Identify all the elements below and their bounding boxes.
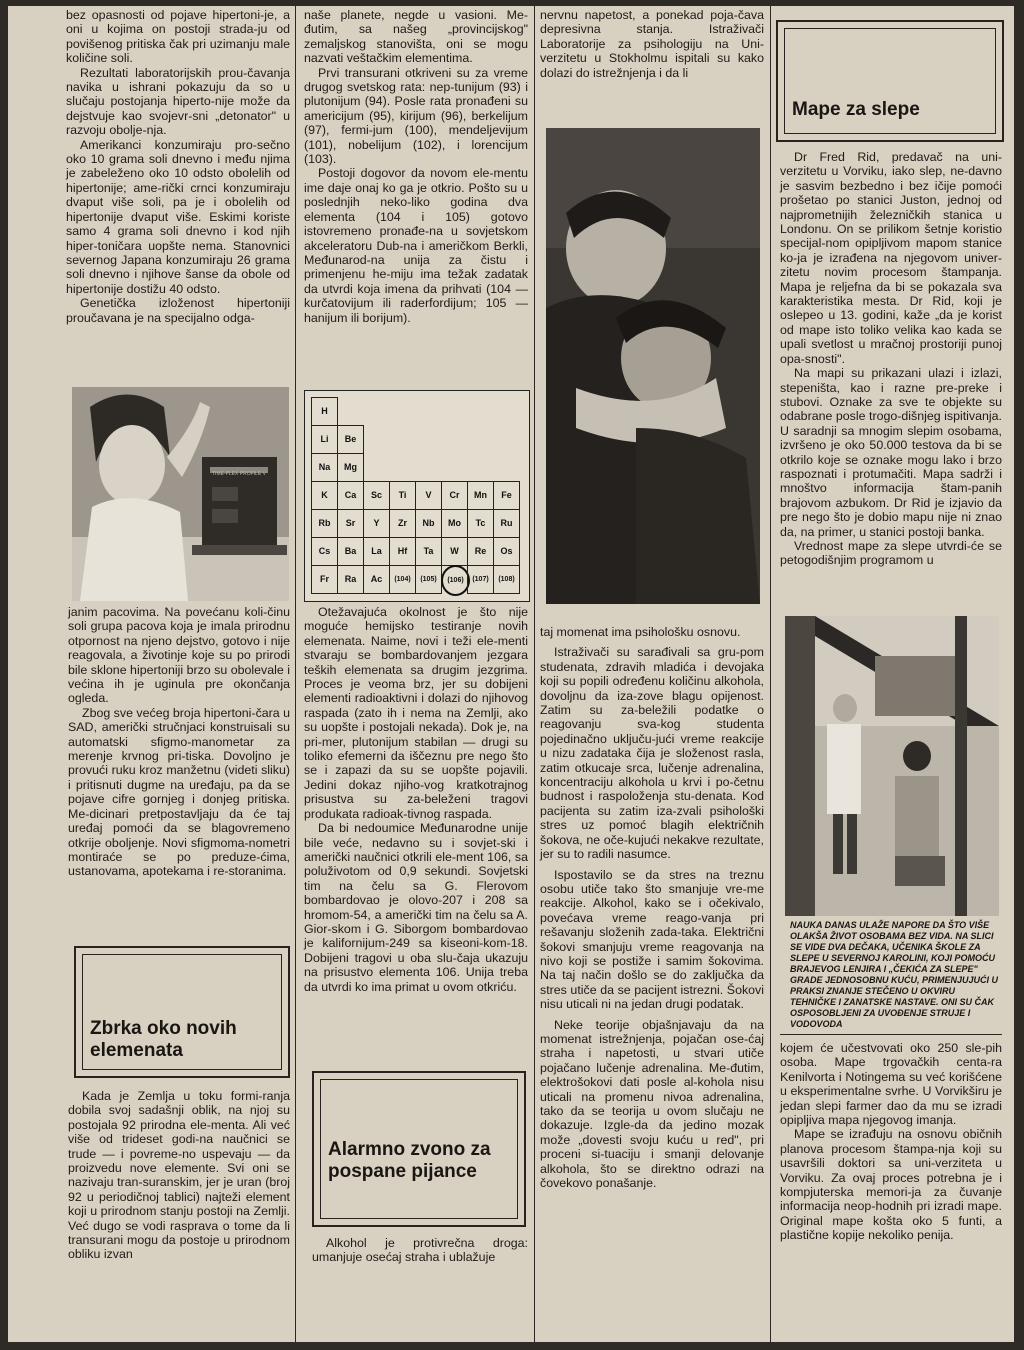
paragraph: Kada je Zemlja u toku formi-ranja dobila svoj sadašnji oblik, na njoj su postojala 92 prirodna ele-menta. Ali već više od trideset godi-na naučnici se trude — i povreme-no uspevaju — da proizvedu nove elemente. Svi oni se nazivaju tran-suranskim, jer je uran (broj 92 u periodičnoj tablici) najteži element koji u prirodnom stanju postoji na Zemlji. Već dugo se vodi rasprava o tome da li transurani mogu da postoje u prirodnom obliku izvan bbox=[68, 1089, 290, 1262]
sidebar-box-elements bbox=[74, 946, 290, 1078]
paragraph: Dr Fred Rid, predavač na uni-verzitetu u Vorviku, iako slep, ne-davno je sasvim bezbedno i bez ičije pomoći prošetao po stanici Juston, jednoj od najprometnijih železničkih stanica u Londonu. On se prilikom šetnje koristio specijal-nom opipljivom mapom stanice ko-ja je izrađena na njegovom univer-zitetu novim procesom štampanja. Mapa je reljefna da bi se pokazala sva karakteristika mesta. Dr Rid, koji je oslepeo u 13. godini, kaže „da je korist od mape isto toliko velika kao kada se upali svetlost u mračnoj prostoriji punoj opa-snosti". bbox=[780, 150, 1002, 366]
element-cell: Mn bbox=[467, 481, 494, 510]
paragraph: Alkohol je protivrečna droga: umanjuje osećaj straha i ublažuje bbox=[312, 1236, 528, 1265]
element-cell: Nb bbox=[415, 509, 442, 538]
element-cell: Rb bbox=[311, 509, 338, 538]
column-rule bbox=[770, 6, 771, 1342]
paragraph: Na mapi su prikazani ulazi i izlazi, stepeništa, kao i razne pre-preke i stubovi. Oznake za sve te objekte su odabrane posle trogo-dišnjeg ispitivanja. U saradnji sa mnogim slepim osobama, izvršeno je oko 50.000 testova da bi se otkrilo koje se oznake mogu lako i brzo raspoznati i protumačiti. Mapa sadrži i mnoštvo informacija štam-panih brajovom azbukom. Dr Rid je izjavio da pre nego što je dobio mapu nije ni znao da, na primer, u stanici postoji banka. bbox=[780, 366, 1002, 539]
col4-top-text bbox=[780, 150, 1002, 568]
element-cell: Mo bbox=[441, 509, 468, 538]
column-rule bbox=[534, 6, 535, 1342]
col1-top-text bbox=[66, 8, 290, 325]
paragraph: Mape se izrađuju na osnovu običnih planova procesom štampa-nja koji su usavršili doktori sa uni-verziteta u Vorviku. Za ovaj proces potrebna je i kompjuterska memori-ja za čuvanje informacija neop-hodnih pri izradi mape. Original mape košta oko 5 funti, a plastične kopije nekoliko penija. bbox=[780, 1127, 1002, 1243]
element-cell: Ca bbox=[337, 481, 364, 510]
element-cell: La bbox=[363, 537, 390, 566]
paragraph: Zbog sve većeg broja hipertoni-čara u SAD, američki stručnjaci konstruisali su automatski sfigmo-manometar za merenje krvnog pri-tiska. Dovoljno je provući ruku kroz manžetnu (videti sliku) i pritisnuti dugme na uređaju, pa da se pojave cifre gornjeg i donjeg pritiska. Me-dicinari pretpostavljaju da će taj uređaj pomoći da se blagovremeno otkrije oboljenje. Novi sfigmoma-nometri montiraće se po preduze-ćima, ustanovama, apotekama i re-storanima. bbox=[68, 705, 291, 879]
element-cell: Sr bbox=[337, 509, 364, 538]
element-cell: Ra bbox=[337, 565, 364, 594]
paragraph: kojem će učestvovati oko 250 sle-pih osoba. Mape trgovačkih centa-ra Kenilvorta i Notingema su već korišćene u eksperimentalne svrhe. U Vorvikširu je jedan slepi farmer dao da mu se izradi opipljiva mapa njegovog imanja. bbox=[780, 1041, 1002, 1128]
magazine-page bbox=[8, 6, 1014, 1342]
element-cell: Sc bbox=[363, 481, 390, 510]
column-rule bbox=[295, 6, 296, 1342]
paragraph: janim pacovima. Na povećanu koli-činu soli grupa pacova koja je imala prirodnu otpornost na njeno dejstvo, gotovo i nije reagovala, a životinje koje su po prirodi bile sklone hipertoniji brzo su obolevale i većina ih je uginula pre okončanja ogleda. bbox=[68, 605, 290, 706]
element-cell: (105) bbox=[415, 565, 442, 594]
col3-mid-text bbox=[540, 625, 764, 1190]
element-cell: K bbox=[311, 481, 338, 510]
element-cell: (106) bbox=[441, 565, 470, 596]
element-cell: Fr bbox=[311, 565, 338, 594]
element-cell: Ti bbox=[389, 481, 416, 510]
element-cell: H bbox=[311, 397, 338, 426]
element-cell: W bbox=[441, 537, 468, 566]
paragraph: Rezultati laboratorijskih prou-čavanja navika u ishrani pokazuju da so u slučaju postojanja hiperto-nije može da dejstvuje kao svojevr-sni „detonator" u razvoju obolje-nja. bbox=[66, 65, 290, 138]
periodic-table-grid bbox=[311, 397, 523, 597]
element-cell: (107) bbox=[467, 565, 494, 594]
paragraph: taj momenat ima psihološku osnovu. bbox=[540, 625, 741, 639]
element-cell: Cr bbox=[441, 481, 468, 510]
paragraph: Prvi transurani otkriveni su za vreme drugog svetskog rata: nep-tunijum (93) i plutonijum (94). Posle rata pronađeni su americijum (95), kirijum (96), berkelijum (97), fermi-jum (100), mendeljevijum (101), nobelijum (102), i lorencijum (103). bbox=[304, 65, 528, 167]
col2-mid-text bbox=[304, 605, 528, 994]
section-title: Alarmno zvono za pospane pijance bbox=[328, 1139, 491, 1182]
paragraph: Genetička izloženost hipertoniji proučavana je na specijalno odga- bbox=[66, 296, 290, 325]
col1-mid-text bbox=[68, 605, 290, 879]
col3-top-text bbox=[540, 8, 764, 80]
paragraph: Postoji dogovor da novom ele-mentu ime daje onaj ko ga je otkrio. Pošto su u poslednjih neko-liko godina dva elementa (104 i 105) gotovo istovremeno pronađe-na u sovjetskom akceleratoru Dub-na i američkom Berkli, Međunarod-na unija za čistu i primenjenu he-miju ima težak zadatak da utvrdi koja imena da prihvati (104 — kurčatovijum ili raderfordijum; 105 — hanijum ili borijum). bbox=[304, 166, 528, 325]
paragraph: Otežavajuća okolnost je što nije moguće hemijsko testiranje novih elemenata. Naime, novi i teži ele-menti stvaraju se bombardovanjem jezgara teških elemenata sa drugim jezgrima. Proces je veoma brz, jer su dobijeni elementi radioaktivni i dolazi do njihovog raspada (zato ih i nema na Zemlji, ako su uopšte i postojali nekada). Dok je, na pri-mer, plutonijum stabilan — drugi su toliko efemerni da iščeznu pre nego što se i zapazi da su se uopšte pojavili. Jedini dokaz njiho-vog kratkotrajnog prisustva su za-beleženi tragovi produkata radioak-tivnog raspada. bbox=[304, 605, 528, 821]
section-title: Zbrka oko novih elemenata bbox=[90, 1018, 237, 1061]
blood-pressure-photo bbox=[72, 387, 289, 601]
element-cell: Mg bbox=[337, 453, 364, 482]
element-cell: Fe bbox=[493, 481, 520, 510]
paragraph: Neke teorije objašnjavaju da na momenat istrežnjenja, pojačan ose-ćaj straha i napetosti, u stvari utiče pojačano lučenje adrenalina. Me-đutim, elektrošokovi dati posle al-kohola nisu uticali na promenu nivoa adrenalina, tako da se teorija u ovom slučaju ne dokazuje. Izgle-da da jedino mozak može „dovesti svoju kuću u red", pri proceni si-tuaciju i smanji delovanje alkohola, što se direktno odrazi na čovekovo ponašanje. bbox=[540, 1017, 764, 1191]
paragraph: Da bi nedoumice Međunarodne unije bile veće, nedavno su i sovjet-ski i američki naučnici otkrili ele-ment 106, sa poluživotom od 0,9 sekundi. Sovjetski tim na čelu sa G. Flerovom bombardovao je olovo-207 i 208 sa hromom-54, a američki tim na čelu sa A. Gior-skom i G. Siborgom bombardovao je kalifornijum-249 sa kiseoni-kom-18. Dobijeni tragovi u oba slu-čaja ukazuju na prisustvo elementa 106. Unija treba da utvrdi ko ima primat u ovom otkriću. bbox=[304, 821, 528, 994]
element-cell: Ru bbox=[493, 509, 520, 538]
element-cell: Li bbox=[311, 425, 338, 454]
machine-label: TIME-PLEX PROFILE V bbox=[212, 471, 266, 477]
element-cell: Y bbox=[363, 509, 390, 538]
paragraph: bez opasnosti od pojave hipertoni-je, a oni u kojima on postoji strada-ju od povišenog pritiska čak pri uzimanju male količine soli. bbox=[66, 8, 290, 66]
blind-students-photo bbox=[785, 616, 999, 916]
col2-bottom-text bbox=[312, 1236, 528, 1265]
element-cell: Ta bbox=[415, 537, 442, 566]
element-cell: Zr bbox=[389, 509, 416, 538]
element-cell: V bbox=[415, 481, 442, 510]
element-cell: Cs bbox=[311, 537, 338, 566]
paragraph: Ispostavilo se da stres na treznu osobu utiče tako što smanjuje vre-me reakcije. Alkohol, kako se i očekivalo, povećava vreme reago-vanja pri rešavanju složenih zada-taka. Električni šokovi smanjuju vreme reagovanja na nivo koji se postiže i samim šokovima. Na taj način došlo se do zaključka da stres utiče da se pacijent istrezni. Šokovi nisu uticali ni na jedan drugi podatak. bbox=[540, 867, 764, 1012]
col4-bottom-text bbox=[780, 1041, 1002, 1243]
couple-photo-illustration bbox=[546, 128, 760, 604]
element-cell: Be bbox=[337, 425, 364, 454]
col2-top-text bbox=[304, 8, 528, 325]
caption-rule bbox=[780, 1034, 1002, 1035]
section-title: Mape za slepe bbox=[792, 99, 920, 120]
periodic-table bbox=[304, 390, 530, 602]
col1-bottom-text bbox=[68, 1089, 290, 1262]
element-cell: Tc bbox=[467, 509, 494, 538]
element-cell: Na bbox=[311, 453, 338, 482]
paragraph: Vrednost mape za slepe utvrdi-će se petogodišnjim programom u bbox=[780, 538, 1002, 568]
elderly-couple-photo bbox=[546, 128, 760, 604]
element-cell: Ac bbox=[363, 565, 390, 594]
element-cell: (104) bbox=[389, 565, 416, 594]
element-cell: (108) bbox=[493, 565, 520, 594]
element-cell: Os bbox=[493, 537, 520, 566]
paragraph: Istraživači su sarađivali sa gru-pom studenata, zdravih mladića i devojaka koji su popili određenu količinu alkohola, dovoljnu da iza-zove blagu opijenost. Zatim su za-beležili podatke o reagovanju sva-kog studenta pojedinačno uključu-jući vreme reakcije u nizu zadataka čija je složenost rasla, zatim otkucaje srca, lučenje adrenalina, koncentraciju alkohola u krvi i po-četnu budnost i raspoloženja stu-denata. Kod pacijenta su zatim iza-zvali psihološki stres uz pomoć blagih električnih šokova, ne oče-kujući nekakve rezultate, jer su to radili nasumce. bbox=[540, 645, 764, 862]
paragraph: Amerikanci konzumiraju pro-sečno oko 10 grama soli dnevno i među njima je zabeleženo oko 10 odsto obolelih od hipertonije; ame-rički crnci konzumiraju dvaput više soli, pa je i obolelih od hipertonije dvaput više. Eskimi koriste samo 4 grama soli dnevno i kod njih hiper-toničara uopšte nema. Stanovnici severnog Japana konzumiraju 26 grama soli dnevno i njihove šanse da obole od hipertonije dostižu 40 odsto. bbox=[66, 137, 290, 296]
paragraph: nervnu napetost, a ponekad poja-čava depresivna stanja. Istraživači Laboratorije za psihologiju na Uni-verzitetu u Stokholmu ispitali su kako dolazi do istrežnjenja i da li bbox=[540, 8, 764, 80]
sidebar-box-maps bbox=[776, 20, 1004, 142]
element-cell: Ba bbox=[337, 537, 364, 566]
students-photo-illustration bbox=[785, 616, 999, 916]
photo-caption: NAUKA DANAS ULAŽE NAPORE DA ŠTO VIŠE OLAKŠA ŽIVOT OSOBAMA BEZ VIDA. NA SLICI SE VIDE DVA DEČAKA, UČENIKA ŠKOLE ZA SLEPE U SEVERNOJ KAROLINI, KOJI POMOĆU BRAJEVOG LENJIRA I „ČEKIĆA ZA SLEPE" GRADE JEDNOSOBNU KUĆU, PRIMENJUJUĆI U PRAKSI ZNANJE STEČENO U OKVIRU TEHNIČKE I ZANATSKE NASTAVE. ONI SU ČAK OSPOSOBLJENI ZA UVOĐENJE STRUJE I VODOVODA bbox=[790, 920, 999, 1029]
woman-photo-illustration bbox=[72, 387, 289, 601]
element-cell: Re bbox=[467, 537, 494, 566]
paragraph: naše planete, negde u vasioni. Me-đutim, sa našeg „provincijskog" zemaljskog stanovišta, oni se mogu nazvati veštačkim elementima. bbox=[304, 8, 528, 66]
sidebar-box-alarm bbox=[312, 1071, 526, 1227]
element-cell: Hf bbox=[389, 537, 416, 566]
